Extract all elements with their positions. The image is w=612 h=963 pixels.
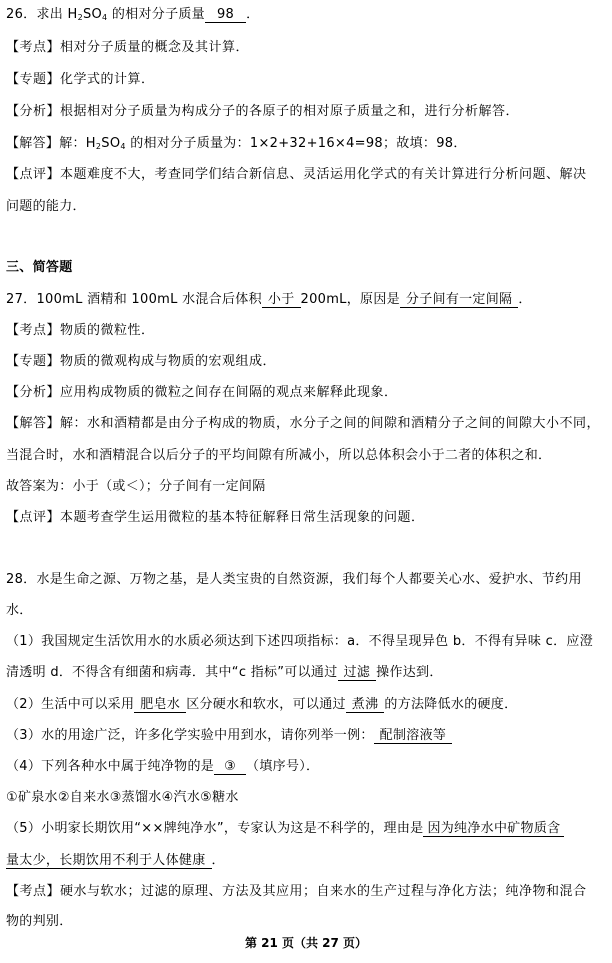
q27-zhuanti: 【专题】物质的微观构成与物质的宏观组成．	[6, 354, 277, 369]
q28-part3	[6, 727, 608, 745]
q27-fenxi: 【分析】应用构成物质的微粒之间存在间隔的观点来解释此现象．	[6, 385, 398, 400]
q28-part3-blank: 配制溶液等	[374, 728, 453, 744]
q26-dianping-line1: 【点评】本题难度不大，考查同学们结合新信息、灵活运用化学式的有关计算进行分析问题、解决	[6, 167, 587, 182]
q27-jieda-line3: 故答案为：小于（或＜）；分子间有一定间隔	[6, 479, 266, 494]
q27-stem-a: 27．100mL 酒精和 100mL 水混合后体积	[6, 292, 262, 307]
q28-part3-text: （3）水的用途广泛，许多化学实验中用到水，请你列举一例：	[6, 728, 374, 743]
q26-stem-end: ．	[246, 7, 260, 22]
q28-stem-line2: 水．	[6, 603, 33, 618]
q26-jieda-sub2: 4	[120, 142, 126, 151]
q27-kaodian: 【考点】物质的微粒性．	[6, 323, 155, 338]
q26-jieda-c: 的相对分子质量为：1×2+32+16×4=98；故填：98．	[125, 136, 467, 151]
q27-blank-2: 分子间有一定间隔	[400, 292, 518, 308]
q28-part5-line1	[6, 820, 608, 838]
q26-jieda-a: 【解答】解：H	[6, 136, 96, 151]
section-title: 三、简答题	[6, 260, 73, 275]
q28-part2-text-c: 的方法降低水的硬度．	[384, 697, 518, 712]
q26-jieda	[6, 135, 608, 153]
q28-part1-text-a: 清透明 d．不得含有细菌和病毒．其中“c 指标”可以通过	[6, 665, 338, 680]
q28-part4-text-a: （4）下列各种水中属于纯净物的是	[6, 759, 215, 774]
q26-stem	[6, 6, 608, 24]
q28-part5-blank-2: 量太少，长期饮用不利于人体健康	[6, 853, 212, 869]
q28-kaodian-line2: 物的判别．	[6, 914, 73, 929]
q26-jieda-sub1: 2	[95, 142, 102, 151]
q27-blank-1: 小于	[262, 292, 301, 308]
q28-kaodian-line1: 【考点】硬水与软水；过滤的原理、方法及其应用；自来水的生产过程与净化方法；纯净物和混合	[6, 884, 587, 899]
q28-part4	[6, 758, 608, 776]
q28-part5-line2	[6, 852, 608, 870]
q27-dianping: 【点评】本题考查学生运用微粒的基本特征解释日常生活现象的问题．	[6, 510, 425, 525]
q28-part5-text: （5）小明家长期饮用“××牌纯净水”，专家认为这是不科学的，理由是	[6, 821, 424, 836]
q26-stem-b: SO	[82, 7, 103, 22]
q28-part4-blank: ③	[214, 759, 246, 775]
q27-stem	[6, 291, 608, 309]
q26-dianping-line2: 问题的能力．	[6, 199, 86, 214]
q27-stem-b: 200mL，原因是	[300, 292, 400, 307]
q26-fenxi: 【分析】根据相对分子质量为构成分子的各原子的相对原子质量之和，进行分析解答．	[6, 104, 520, 119]
q28-part1-line1: （1）我国规定生活饮用水的水质必须达到下述四项指标：a．不得呈现异色 b．不得有异味 c．应澄	[6, 634, 594, 649]
q26-sub1: 2	[77, 13, 83, 22]
q27-jieda-line2: 当混合时，水和酒精混合以后分子的平均间隙有所减小，所以总体积会小于二者的体积之和．	[6, 448, 552, 463]
q28-part5-end: ．	[211, 853, 225, 868]
q28-part1-text-b: 操作达到．	[376, 665, 443, 680]
q28-stem-line1: 28．水是生命之源、万物之基，是人类宝贵的自然资源，我们每个人都要关心水、爱护水、节约用	[6, 572, 582, 587]
q28-part4-text-b: （填序号）．	[246, 759, 320, 774]
q26-jieda-b: SO	[101, 136, 121, 151]
q28-options: ①矿泉水②自来水③蒸馏水④汽水⑤糖水	[6, 790, 239, 805]
q28-part1-blank: 过滤	[338, 665, 377, 681]
q28-part1-line2	[6, 664, 608, 682]
q27-stem-end: ．	[518, 292, 532, 307]
q28-part2-blank-1: 肥皂水	[134, 697, 186, 713]
page-number-footer: 第 21 页（共 27 页）	[244, 936, 368, 950]
q26-stem-a: 26．求出 H	[6, 7, 78, 22]
q28-part2	[6, 696, 608, 714]
q26-kaodian: 【考点】相对分子质量的概念及其计算．	[6, 40, 250, 55]
q28-part5-blank-1: 因为纯净水中矿物质含	[423, 821, 564, 837]
q28-part2-text-b: 区分硬水和软水，可以通过	[186, 697, 346, 712]
q26-stem-c: 的相对分子质量	[107, 7, 205, 22]
q28-part2-text-a: （2）生活中可以采用	[6, 697, 135, 712]
q26-sub2: 4	[102, 13, 108, 22]
q27-jieda-line1: 【解答】解：水和酒精都是由分子构成的物质，水分子之间的间隙和酒精分子之间的间隙大小不同，	[6, 416, 601, 431]
q26-zhuanti: 【专题】化学式的计算．	[6, 72, 155, 87]
q28-part2-blank-2: 煮沸	[346, 697, 385, 713]
q26-answer-blank: 98	[205, 7, 246, 23]
